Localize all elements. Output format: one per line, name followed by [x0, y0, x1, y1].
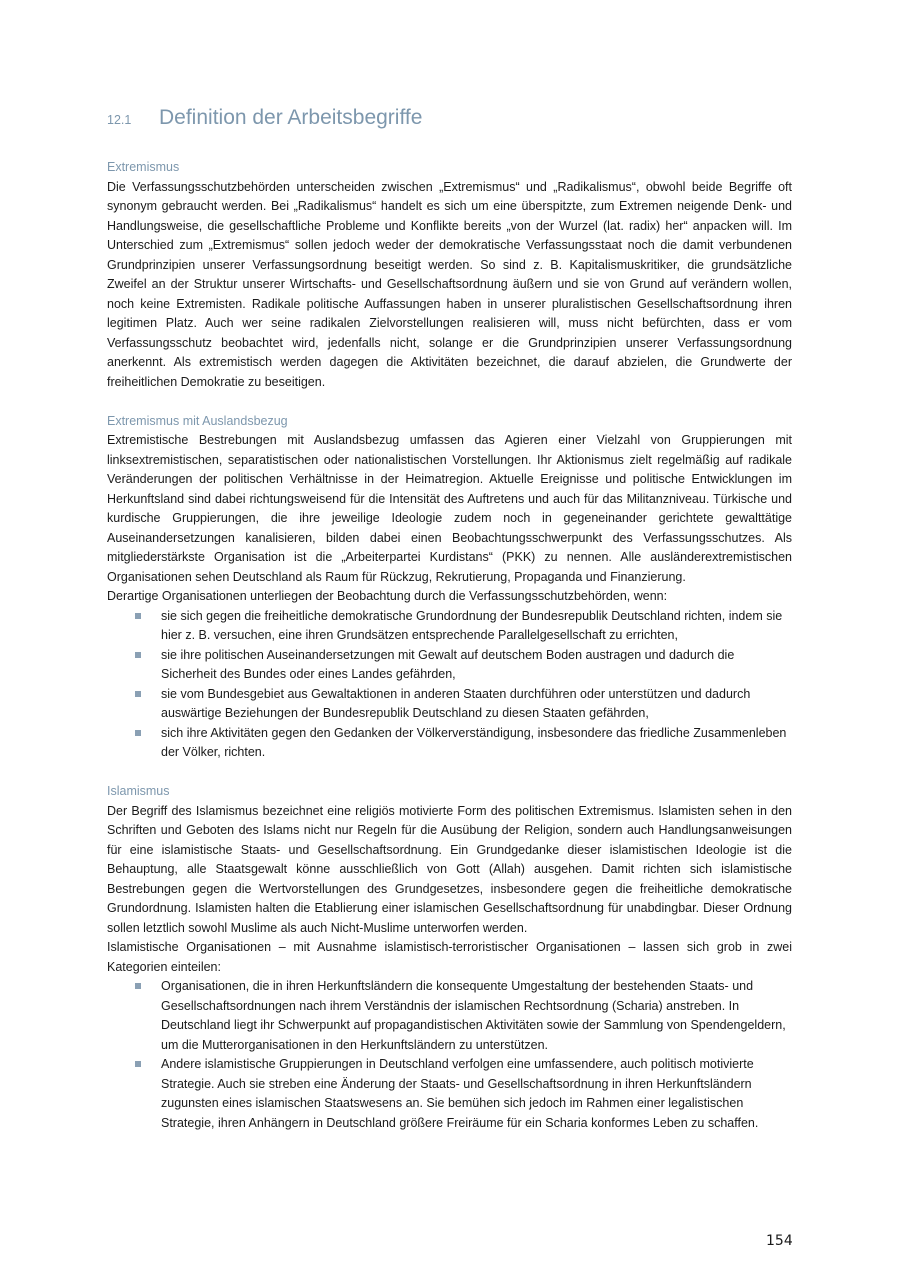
bullet-square-icon: [135, 983, 141, 989]
section-extremismus: [107, 158, 792, 392]
section-title: Extremismus mit Auslandsbezug: [107, 413, 288, 428]
paragraph: Die Verfassungsschutzbehörden unterscheiden zwischen „Extremismus“ und „Radikalismus“, obwohl beide Begriffe oft synonym gebraucht werden. Bei „Radikalismus“ handelt es sich um eine überspitzte, zum Extremen neigende Denk- und Handlungsweise, die gesellschaftliche Probleme und Konflikte bereits „von der Wurzel (lat. radix) her“ anpacken will. Im Unterschied zum „Extremismus“ sollen jedoch weder der demokratische Verfassungsstaat noch die damit verbundenen Grundprinzipien unserer Verfassungsordnung beseitigt werden. So sind z. B. Kapitalismuskritiker, die grundsätzliche Zweifel an der Struktur unserer Wirtschafts- und Gesellschaftsordnung äußern und sie von Grund auf verändern wollen, noch keine Extremisten. Radikale politische Auffassungen haben in unserer pluralistischen Gesellschaftsordnung ihren legitimen Platz. Auch wer seine radikalen Zielvorstellungen realisieren will, muss nicht befürchten, dass er vom Verfassungsschutz beobachtet wird, jedenfalls nicht, solange er die Grundprinzipien unserer Verfassungsordnung anerkennt. Als extremistisch werden dagegen die Aktivitäten bezeichnet, die darauf abzielen, die Grundwerte der freiheitlichen Demokratie zu beseitigen.: [107, 179, 792, 389]
list-item: [107, 977, 792, 1055]
list-item-text: Organisationen, die in ihren Herkunftsländern die konsequente Umgestaltung der bestehenden Staats- und Gesellschaftsordnungen nach ihrem Verständnis der islamischen Rechtsordnung (Scharia) anstreben. In Deutschland liegt ihr Schwerpunkt auf propagandistischen Aktivitäten sowie der Sammlung von Spendengeldern, um die Mutterorganisationen in den Herkunftsländern zu unterstützen.: [161, 979, 786, 1052]
section-title: Islamismus: [107, 784, 170, 798]
list-item: [107, 646, 792, 685]
chapter-heading: [107, 106, 422, 130]
bullet-list: [107, 977, 792, 1133]
bullet-square-icon: [135, 652, 141, 658]
list-item: [107, 1055, 792, 1133]
list-item: [107, 724, 792, 763]
paragraph: Derartige Organisationen unterliegen der Beobachtung durch die Verfassungsschutzbehörden, wenn:: [107, 589, 668, 603]
list-item-text: sie vom Bundesgebiet aus Gewaltaktionen in anderen Staaten durchführen oder unterstützen und dadurch auswärtige Beziehungen der Bundesrepublik Deutschland zu diesen Staaten gefährden,: [161, 686, 751, 720]
list-item-text: sie ihre politischen Auseinandersetzungen mit Gewalt auf deutschem Boden austragen und dadurch die Sicherheit des Bundes oder eines Landes gefährden,: [161, 647, 735, 681]
list-item-text: Andere islamistische Gruppierungen in Deutschland verfolgen eine umfassendere, auch politisch motivierte Strategie. Auch sie streben eine Änderung der Staats- und Gesellschaftsordnung in ihren Herkunftsländern zugunsten eines islamischen Staatswesens an. Sie bemühen sich jedoch im Rahmen einer legalistischen Strategie, ihren Anhängern in Deutschland größere Freiräume für ein Scharia konformes Leben zu schaffen.: [161, 1057, 759, 1130]
list-item-text: sie sich gegen die freiheitliche demokratische Grundordnung der Bundesrepublik Deutschland richten, indem sie hier z. B. versuchen, eine ihren Grundsätzen entsprechende Parallelgesellschaft zu errichten,: [161, 608, 783, 642]
section-title: Extremismus: [107, 160, 180, 174]
list-item-text: sich ihre Aktivitäten gegen den Gedanken der Völkerverständigung, insbesondere das friedliche Zusammenleben der Völker, richten.: [161, 725, 787, 759]
section-islamismus: [107, 782, 792, 1133]
paragraph: Der Begriff des Islamismus bezeichnet eine religiös motivierte Form des politischen Extremismus. Islamisten sehen in den Schriften und Geboten des Islams nicht nur Regeln für die Ausübung der Religion, sondern auch Handlungsanweisungen für eine islamistische Staats- und Gesellschaftsordnung. Ein Grundgedanke dieser islamistischen Ideologie ist die Behauptung, alle Staatsgewalt könne ausschließlich von Gott (Allah) ausgehen. Damit richten sich islamistische Bestrebungen gegen die Wertvorstellungen des Grundgesetzes, insbesondere gegen die freiheitliche demokratische Grundordnung. Islamisten halten die Etablierung einer islamischen Gesellschaftsordnung für unabdingbar. Dieser Ordnung sollen letztlich sowohl Muslime als auch Nicht-Muslime unterworfen werden.: [107, 803, 792, 935]
section-extremismus-auslandsbezug: [107, 412, 792, 763]
paragraph: Islamistische Organisationen – mit Ausnahme islamistisch-terroristischer Organisationen – lassen sich grob in zwei Kategorien einteilen:: [107, 940, 792, 974]
bullet-list: [107, 607, 792, 763]
bullet-square-icon: [135, 691, 141, 697]
document-body: [107, 158, 792, 1153]
bullet-square-icon: [135, 730, 141, 736]
bullet-square-icon: [135, 613, 141, 619]
section-number: 12.1: [107, 113, 132, 127]
paragraph: Extremistische Bestrebungen mit Auslandsbezug umfassen das Agieren einer Vielzahl von Gruppierungen mit linksextremistischen, separatistischen oder nationalistischen Vorstellungen. Ihr Aktionismus zielt regelmäßig auf radikale Veränderungen der politischen Verhältnisse in der Heimatregion. Aktuelle Ereignisse und politische Entwicklungen im Herkunftsland sind dabei richtungsweisend für die Intensität des Auftretens und auch für das Militanzniveau. Türkische und kurdische Gruppierungen, die ihre jeweilige Ideologie zudem noch in gegeneinander gerichtete gewalttätige Auseinandersetzungen kanalisieren, bilden dabei einen Beobachtungsschwerpunkt des Verfassungsschutzes. Als mitgliederstärkste Organisation ist die „Arbeiterpartei Kurdistans“ (PKK) zu nennen. Alle ausländerextremistischen Organisationen sehen Deutschland als Raum für Rückzug, Rekrutierung, Propaganda und Finanzierung.: [107, 433, 792, 584]
page-number: 154: [766, 1233, 793, 1249]
page-title: Definition der Arbeitsbegriffe: [159, 106, 423, 129]
bullet-square-icon: [135, 1061, 141, 1067]
list-item: [107, 685, 792, 724]
list-item: [107, 607, 792, 646]
